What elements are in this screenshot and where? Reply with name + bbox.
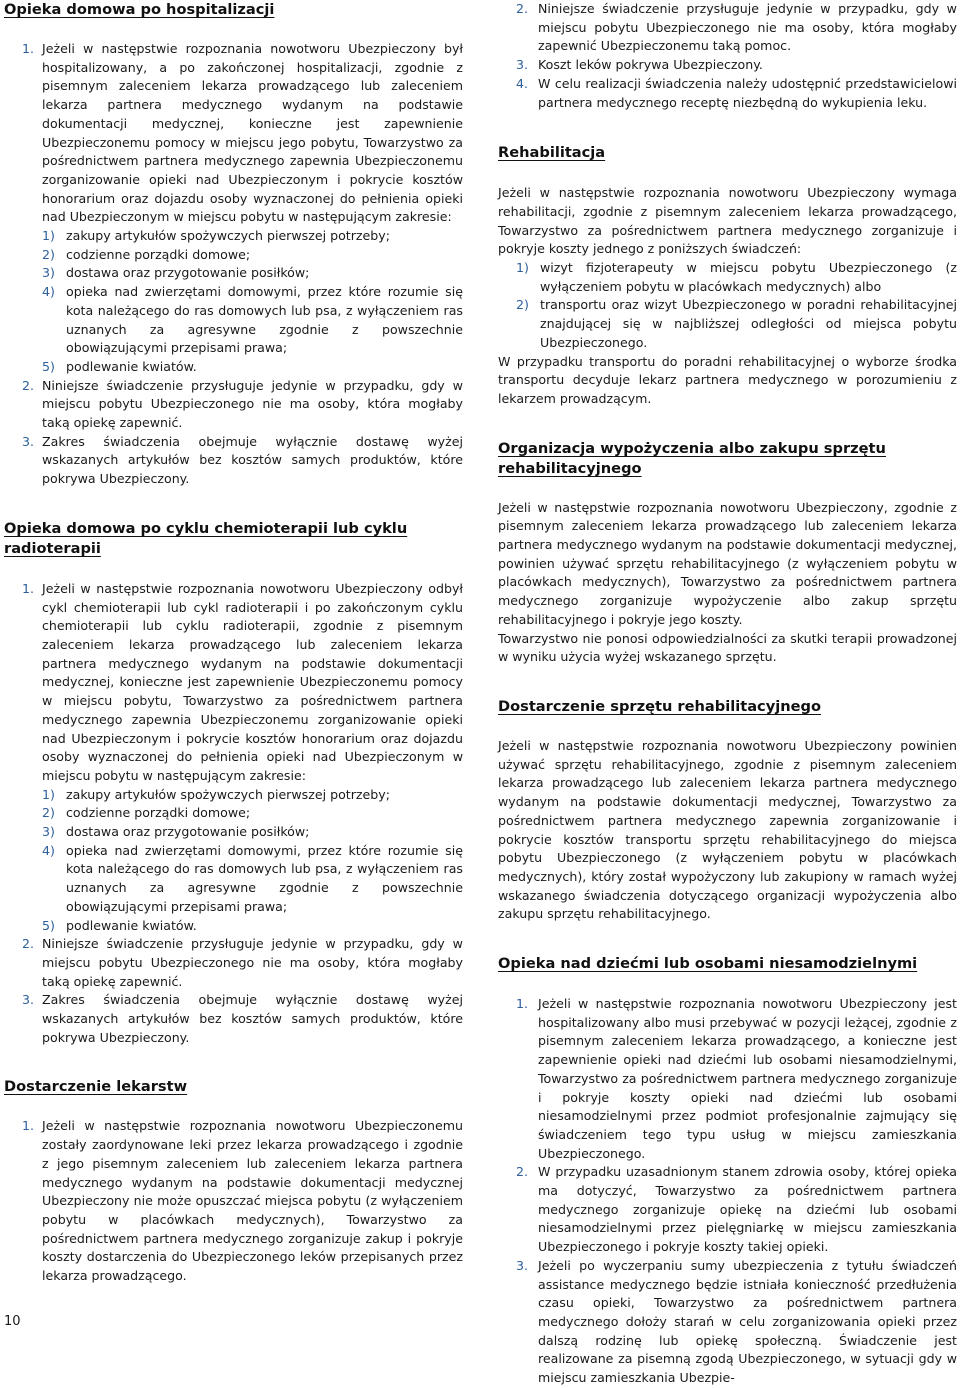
item-number: 1.	[516, 996, 529, 1012]
item-text: Zakres świadczenia obejmuje wyłącznie dostawę wyżej wskazanych artykułów bez kosztów samych produktów, które pokrywa Ubezpieczony.	[42, 992, 463, 1045]
page-number: 10	[4, 1314, 21, 1329]
numbered-list	[498, 995, 957, 1388]
sub-item-number: 4)	[42, 284, 55, 300]
list-item	[498, 0, 957, 56]
item-number: 1.	[22, 580, 35, 596]
sub-list	[498, 259, 957, 353]
item-number: 2.	[516, 1, 529, 16]
section-home-care-after-hospitalization	[4, 0, 463, 489]
list-item	[4, 433, 463, 489]
list-item	[4, 580, 463, 935]
sub-item	[42, 823, 463, 842]
item-text: Niniejsze świadczenie przysługuje jedynie w przypadku, gdy w miejscu pobytu Ubezpieczonego nie ma osoby, która mogłaby taką opiekę zapewnić.	[42, 936, 463, 989]
sub-item-number: 3)	[42, 824, 55, 840]
section-equipment-rental	[498, 439, 957, 667]
section-paragraph: Jeżeli w następstwie rozpoznania nowotworu Ubezpieczony powinien używać sprzętu rehabilitacyjnego, zgodnie z pisemnym zaleceniem lekarza prowadzącego lub zaleceniem lekarza partnera medycznego wydanym na podstawie dokumentacji medycznej, Towarzystwo za pośrednictwem partnera medycznego zapewnia zorganizowanie i pokrycie kosztów transportu sprzętu rehabilitacyjnego do miejsca pobytu Ubezpieczonego (z wyłączeniem pobytu w placówkach medycznych), który został wypożyczony lub zakupiony w ramach wyżej wskazanego świadczenia dotyczącego organizacji wypożyczenia albo zakupu sprzętu rehabilitacyjnego.	[498, 737, 957, 922]
item-text: W przypadku uzasadnionym stanem zdrowia osoby, której opieka ma dotyczyć, Towarzystwo za pośrednictwem partnera medycznego zorganizuje opiekę na dziećmi lub osobami niesamodzielnymi przez pielęgniarkę w miejscu zamieszkania Ubezpieczonego i pokryje koszty takiej opieki.	[538, 1164, 957, 1255]
numbered-list	[4, 1117, 463, 1285]
sub-item-text: podlewanie kwiatów.	[66, 358, 197, 374]
item-number: 2.	[516, 1164, 529, 1180]
sub-item-number: 2)	[42, 246, 55, 262]
item-number: 2.	[22, 377, 35, 393]
section-equipment-delivery	[498, 697, 957, 924]
sub-item	[42, 804, 463, 823]
sub-item-text: codzienne porządki domowe;	[66, 246, 251, 262]
sub-item	[498, 259, 957, 296]
left-column	[4, 0, 463, 1286]
sub-item-text: dostawa oraz przygotowanie posiłków;	[66, 265, 310, 281]
item-number: 3.	[22, 433, 35, 449]
sub-item	[42, 246, 463, 265]
list-item	[4, 1117, 463, 1285]
sub-item-text: opieka nad zwierzętami domowymi, przez które rozumie się kota należącego do ras domowych lub psa, z wyłączeniem ras uznanych za agresywne zgodnie z powszechnie obowiązującymi przepisami prawa;	[66, 284, 463, 356]
sub-list	[42, 227, 463, 377]
list-item	[498, 75, 957, 112]
section-heading: Opieka domowa po cyklu chemioterapii lub cyklu radioterapii	[4, 519, 408, 557]
section-heading: Dostarczenie sprzętu rehabilitacyjnego	[498, 697, 821, 715]
item-text: Niniejsze świadczenie przysługuje jedynie w przypadku, gdy w miejscu pobytu Ubezpieczonego nie ma osoby, która mogłaby taką opiekę zapewnić.	[42, 377, 463, 431]
list-item	[4, 935, 463, 991]
sub-item-number: 1)	[42, 786, 55, 802]
sub-item	[42, 227, 463, 246]
sub-item-text: zakupy artykułów spożywczych pierwszej potrzeby;	[66, 228, 390, 244]
item-text: Zakres świadczenia obejmuje wyłącznie dostawę wyżej wskazanych artykułów bez kosztów samych produktów, które pokrywa Ubezpieczony.	[42, 433, 463, 487]
sub-list	[42, 786, 463, 936]
item-number: 1.	[22, 41, 35, 56]
sub-item-number: 1)	[516, 260, 529, 276]
item-text: Jeżeli w następstwie rozpoznania nowotworu Ubezpieczony odbył cykl chemioterapii lub cykl radioterapii i po zakończonym cyklu chemioterapii lub cyklu radioterapii, zgodnie z pisemnym zaleceniem lekarza prowadzącego lub zaleceniem lekarza partnera medycznego wydanym na podstawie dokumentacji medycznej, konieczne jest zapewnienie Ubezpieczonemu pomocy w miejscu pobytu, Towarzystwo za pośrednictwem partnera medycznego zapewnia Ubezpieczonemu zorganizowanie opieki nad Ubezpieczonym i pokrycie kosztów honorarium oraz dojazdu osoby wyznaczonej do pełnienia opieki nad Ubezpieczonym w miejscu pobytu w następującym zakresie:	[42, 580, 463, 783]
sub-item-number: 5)	[42, 917, 55, 933]
item-text: Koszt leków pokrywa Ubezpieczony.	[538, 57, 763, 73]
numbered-list	[4, 580, 463, 1048]
section-paragraph: Towarzystwo nie ponosi odpowiedzialności za skutki terapii prowadzonej w wyniku użycia wyżej wskazanego sprzętu.	[498, 630, 957, 665]
sub-item	[42, 264, 463, 283]
list-item	[498, 1257, 957, 1388]
section-heading: Opieka domowa po hospitalizacji	[4, 1, 275, 18]
item-text: Jeżeli w następstwie rozpoznania nowotworu Ubezpieczonemu zostały zaordynowane leki przez lekarza prowadzącego i zgodnie z jego pisemnym zaleceniem lub zaleceniem lekarza partnera medycznego wydanym na podstawie dokumentacji medycznej Ubezpieczony nie może opuszczać miejsca pobytu (z wyłączeniem pobytu w placówkach medycznych), Towarzystwo za pośrednictwem partnera medycznego zorganizuje zakup i pokryje koszty dostarczenia do Ubezpieczonego leków przepisanych przez lekarza prowadzącego.	[42, 1118, 463, 1284]
sub-item	[42, 917, 463, 936]
item-text: Jeżeli w następstwie rozpoznania nowotworu Ubezpieczony jest hospitalizowany albo musi przebywać w pozycji leżącej, zgodnie z pisemnym zaleceniem lekarza prowadzącego, a konieczne jest zapewnienie opieki nad dziećmi lub osobami niesamodzielnymi, Towarzystwo za pośrednictwem partnera medycznego zorganizuje i pokryje koszty opieki nad dziećmi lub osobami niesamodzielnymi przez podmiot profesjonalnie zajmujący się świadczeniem tego typu usług w miejscu zamieszkania Ubezpieczonego.	[538, 996, 957, 1161]
section-heading: Opieka nad dziećmi lub osobami niesamodzielnymi	[498, 955, 918, 973]
list-item	[498, 1163, 957, 1257]
section-home-care-after-therapy	[4, 519, 463, 1048]
list-item	[498, 995, 957, 1163]
sub-item	[42, 786, 463, 805]
right-column	[498, 0, 957, 1388]
section-heading: Dostarczenie lekarstw	[4, 1078, 188, 1096]
item-number: 4.	[516, 75, 529, 91]
section-paragraph: Jeżeli w następstwie rozpoznania nowotworu Ubezpieczony wymaga rehabilitacji, zgodnie z pisemnym zaleceniem lekarza prowadzącego, Towarzystwo za pośrednictwem partnera medycznego zorganizuje i pokryje koszty jednego z poniższych świadczeń:	[498, 185, 957, 257]
sub-item	[42, 842, 463, 917]
sub-item	[498, 296, 957, 352]
section-rehabilitation	[498, 143, 957, 408]
sub-item-number: 5)	[42, 358, 55, 374]
item-text: Jeżeli w następstwie rozpoznania nowotworu Ubezpieczony był hospitalizowany, a po zakończonej hospitalizacji, zgodnie z pisemnym zaleceniem lekarza prowadzącego lub zaleceniem lekarza partnera medycznego wydanym na podstawie dokumentacji medycznej, konieczne jest zapewnienie Ubezpieczonemu pomocy w miejscu jego pobytu, Towarzystwo za pośrednictwem partnera medycznego zapewnia Ubezpieczonemu zorganizowanie opieki nad Ubezpieczonym i pokrycie kosztów honorarium oraz dojazdu osoby wyznaczonej do pełnienia opieki nad Ubezpieczonym w miejscu pobytu w następującym zakresie:	[42, 41, 463, 225]
sub-item-text: transportu oraz wizyt Ubezpieczonego w poradni rehabilitacyjnej znajdującej się w najbliższej odległości od miejsca pobytu Ubezpieczonego.	[540, 297, 957, 350]
item-number: 3.	[22, 992, 35, 1008]
item-number: 3.	[516, 57, 529, 73]
continued-numbered-list	[498, 0, 957, 112]
list-item	[498, 56, 957, 75]
item-number: 3.	[516, 1257, 529, 1273]
sub-item-text: opieka nad zwierzętami domowymi, przez które rozumie się kota należącego do ras domowych lub psa, z wyłączeniem ras uznanych za agresywne zgodnie z powszechnie obowiązującymi przepisami prawa;	[66, 842, 463, 914]
section-heading: Organizacja wypożyczenia albo zakupu sprzętu rehabilitacyjnego	[498, 439, 886, 477]
numbered-list	[4, 40, 463, 489]
section-medicine-delivery	[4, 1077, 463, 1285]
section-childcare	[498, 954, 957, 1388]
sub-item-number: 2)	[42, 805, 55, 821]
sub-item-text: wizyt fizjoterapeuty w miejscu pobytu Ubezpieczonego (z wyłączeniem pobytu w placówkach medycznych) albo	[540, 260, 957, 294]
sub-item-text: podlewanie kwiatów.	[66, 917, 197, 933]
section-paragraph: Jeżeli w następstwie rozpoznania nowotworu Ubezpieczony, zgodnie z pisemnym zaleceniem lekarza prowadzącego lub zaleceniem lekarza partnera medycznego wydanym na podstawie dokumentacji medycznej, powinien używać sprzętu rehabilitacyjnego (z wyłączeniem pobytu w placówkach medycznych), Towarzystwo za pośrednictwem partnera medycznego zorganizuje wypożyczenie albo zakup sprzętu rehabilitacyjnego i pokryje jego koszty.	[498, 499, 957, 627]
sub-item-number: 1)	[42, 228, 55, 244]
sub-item-number: 2)	[516, 297, 529, 313]
item-number: 2.	[22, 936, 35, 952]
list-item	[4, 377, 463, 433]
section-paragraph: W przypadku transportu do poradni rehabilitacyjnej o wyborze środka transportu decyduje lekarz partnera medycznego w porozumieniu z lekarzem prowadzącym.	[498, 353, 957, 406]
sub-item-number: 4)	[42, 842, 55, 858]
item-text: W celu realizacji świadczenia należy udostępnić przedstawicielowi partnera medycznego receptę niezbędną do wykupienia leku.	[538, 75, 957, 110]
sub-item-text: dostawa oraz przygotowanie posiłków;	[66, 824, 310, 840]
sub-item-text: codzienne porządki domowe;	[66, 805, 251, 821]
list-item	[4, 40, 463, 377]
section-heading: Rehabilitacja	[498, 144, 606, 162]
sub-item-number: 3)	[42, 265, 55, 281]
item-text: Niniejsze świadczenie przysługuje jedynie w przypadku, gdy w miejscu pobytu Ubezpieczonego nie ma osoby, która mogłaby zapewnić Ubezpieczonemu taką pomoc.	[538, 1, 957, 54]
item-number: 1.	[22, 1118, 35, 1134]
sub-item	[42, 283, 463, 358]
item-text: Jeżeli po wyczerpaniu sumy ubezpieczenia z tytułu świadczeń assistance medycznego będzie istniała konieczność przedłużenia czasu opieki, Towarzystwo za pośrednictwem partnera medycznego dołoży starań w celu zorganizowania opieki przez dalszą rodzinę lub opiekę społeczną. Świadczenie jest realizowane za pisemną zgodą Ubezpieczonego, w sytuacji gdy w miejscu zamieszkania Ubezpie-	[538, 1257, 957, 1386]
sub-item-text: zakupy artykułów spożywczych pierwszej potrzeby;	[66, 786, 390, 802]
sub-item	[42, 358, 463, 377]
list-item	[4, 991, 463, 1047]
